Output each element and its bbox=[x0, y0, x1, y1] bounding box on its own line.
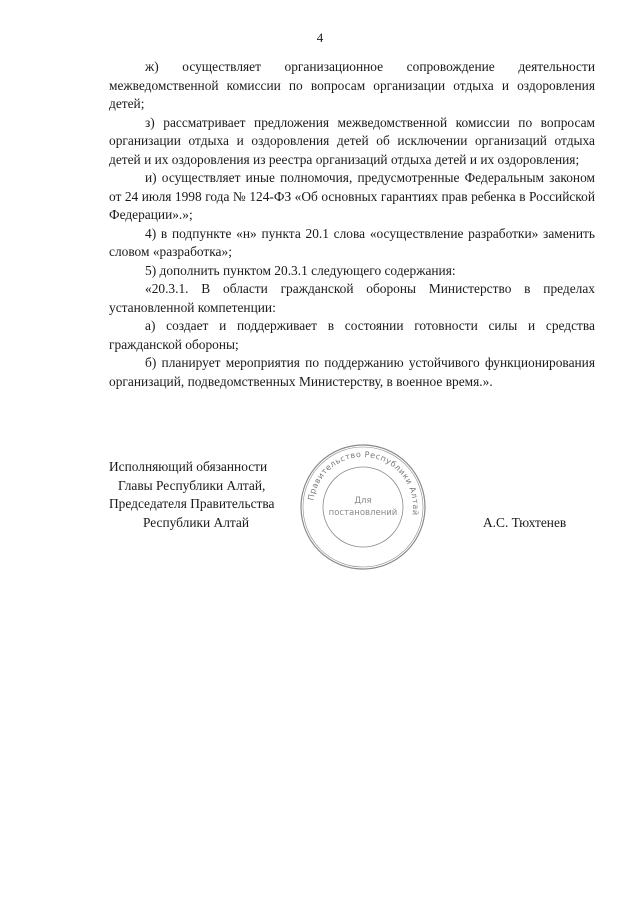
paragraph-item-5: 5) дополнить пунктом 20.3.1 следующего содержания: bbox=[145, 262, 456, 278]
stamp-ring-text: Правительство Республики Алтай bbox=[306, 449, 421, 517]
stamp-center-line-1: Для bbox=[354, 496, 372, 506]
paragraph-item-z: з) рассматривает предложения межведомственной комиссии по вопросам организации отдыха и оздоровления детей об исключении организаций отдыха детей и их оздоровления из реестра организаций отдыха детей и их оздоровления; bbox=[109, 114, 595, 167]
paragraph-item-i: и) осуществляет иные полномочия, предусмотренные Федеральным законом от 24 июля 1998 года № 124-ФЗ «Об основных гарантиях прав ребенка в Российской Федерации».»; bbox=[109, 170, 595, 222]
stamp-outer-ring-inner bbox=[303, 447, 423, 567]
paragraph-item-zh: ж) осуществляет организационное сопровождение деятельности межведомственной комиссии по вопросам организации отдыха и оздоровления детей; bbox=[109, 59, 595, 111]
stamp-inner-ring bbox=[323, 467, 403, 547]
official-stamp bbox=[298, 442, 428, 572]
signatory-title bbox=[109, 458, 274, 532]
signatory-title-line: Исполняющий обязанности bbox=[109, 459, 268, 474]
body-text bbox=[109, 58, 595, 391]
page-number: 4 bbox=[316, 30, 324, 45]
signatory-title-line: Республики Алтай bbox=[143, 514, 250, 530]
paragraph-subitem-b: б) планирует мероприятия по поддержанию устойчивого функционирования организаций, подведомственных Министерству, в военное время.». bbox=[109, 355, 595, 389]
signatory-title-line: Главы Республики Алтай, bbox=[118, 477, 266, 493]
signatory-name: А.С. Тюхтенев bbox=[483, 515, 567, 530]
stamp-outer-ring bbox=[301, 445, 425, 569]
stamp-center-line-2: постановлений bbox=[328, 508, 398, 518]
paragraph-subitem-a: а) создает и поддерживает в состоянии готовности силы и средства гражданской обороны; bbox=[109, 318, 595, 352]
paragraph-item-4: 4) в подпункте «н» пункта 20.1 слова «осуществление разработки» заменить словом «разработка»; bbox=[109, 225, 595, 259]
signatory-title-line: Председателя Правительства bbox=[109, 496, 275, 511]
paragraph-clause-20-3-1: «20.3.1. В области гражданской обороны Министерство в пределах установленной компетенции: bbox=[109, 281, 595, 315]
